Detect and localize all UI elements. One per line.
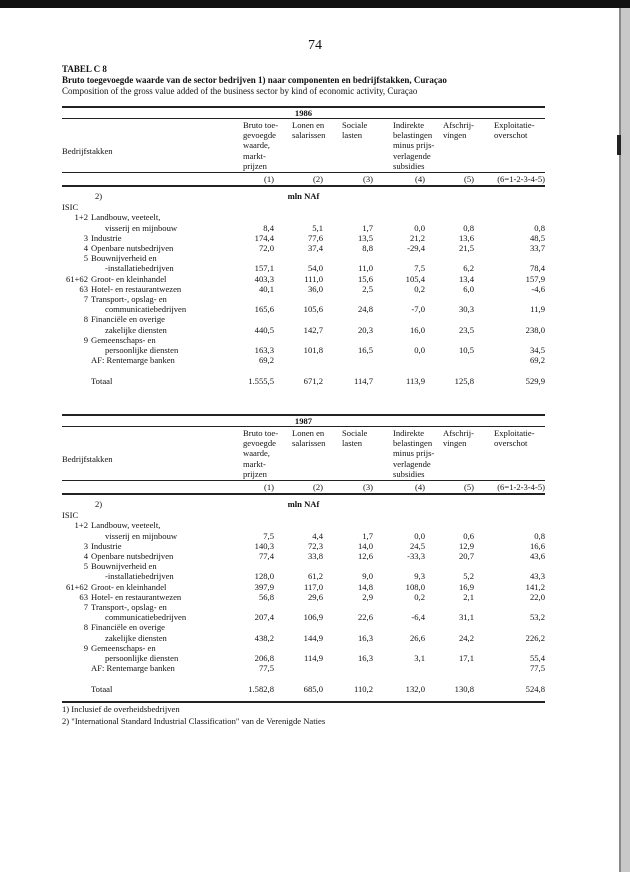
row-label: zakelijke diensten (105, 632, 167, 643)
table-cell: 5,2 (463, 571, 474, 582)
table-cell: -6,4 (411, 612, 425, 623)
total-cell: 132,0 (405, 683, 425, 694)
table-cell: 238,0 (525, 324, 545, 335)
year-heading: 1987 (294, 416, 313, 426)
total-cell: 671,2 (303, 375, 323, 386)
column-header: Indirekte (393, 428, 425, 438)
table-cell: 16,3 (357, 653, 373, 663)
table-cell: 48,5 (529, 232, 545, 243)
table-cell: 69,2 (529, 355, 545, 366)
total-label: Totaal (91, 375, 113, 386)
table-cell: 0,6 (463, 530, 474, 541)
table-cell: 61,2 (307, 571, 323, 582)
isic-footnote-ref: 2) (95, 499, 103, 509)
total-cell: 114,7 (353, 375, 373, 386)
table-cell: 10,5 (458, 345, 474, 355)
table-cell: 43,3 (529, 571, 545, 582)
isic-label: ISIC (62, 510, 79, 521)
table-cell: 13,6 (458, 232, 474, 243)
footnote-1: 1) Inclusief de overheidsbedrijven (62, 704, 180, 714)
total-cell: 110,2 (353, 683, 373, 694)
row-label: Transport-, opslag- en (91, 602, 167, 612)
column-header: salarissen (292, 130, 326, 141)
page-number: 74 (308, 38, 322, 53)
isic-code: 1+2 (74, 212, 88, 223)
table-1986 (62, 106, 545, 396)
table-cell: 6,0 (463, 283, 474, 294)
column-header: Lonen en (292, 428, 325, 438)
row-label: Hotel- en restaurantwezen (91, 591, 182, 602)
table-cell: 141,2 (525, 581, 545, 592)
table-cell: 0,2 (414, 283, 425, 294)
table-cell: 3,1 (414, 653, 425, 663)
column-header: prijzen (243, 160, 267, 171)
table-cell: 14,0 (357, 540, 373, 551)
column-number: (5) (463, 482, 474, 492)
column-header: prijzen (243, 468, 267, 479)
isic-code: 4 (83, 551, 88, 561)
row-label: Hotel- en restaurantwezen (91, 283, 182, 294)
row-label: Openbare nutsbedrijven (91, 243, 174, 253)
table-cell: 157,1 (254, 263, 274, 274)
table-cell: -29,4 (407, 243, 425, 253)
table-cell: 0,2 (414, 591, 425, 602)
isic-code: 61+62 (65, 273, 88, 284)
total-cell: 1.582,8 (248, 683, 274, 694)
table-cell: 2,9 (362, 591, 373, 602)
column-header: gevoegde (243, 438, 276, 449)
table-rule (62, 118, 545, 119)
table-cell: 16,5 (357, 345, 373, 355)
row-label: visserij en mijnbouw (105, 222, 178, 233)
table-cell: 6,2 (463, 263, 474, 274)
column-header: Sociale (342, 428, 368, 438)
column-number: (3) (362, 482, 373, 492)
row-label: Financiële en overige (91, 622, 165, 633)
table-cell: -33,3 (407, 551, 425, 561)
total-cell: 685,0 (303, 683, 323, 694)
total-cell: 125,8 (454, 375, 474, 386)
row-label: -installatiebedrijven (105, 263, 174, 274)
column-header: Indirekte (393, 120, 425, 130)
table-cell: 105,6 (303, 304, 323, 315)
column-header: minus prijs- (393, 140, 435, 151)
row-label: Bouwnijverheid en (91, 253, 157, 264)
column-header: Afschrij- (443, 120, 475, 130)
year-heading: 1986 (294, 108, 313, 118)
row-label: Groot- en kleinhandel (91, 273, 167, 284)
isic-code: 7 (83, 294, 88, 304)
table-cell: 403,3 (254, 273, 274, 284)
table-cell: 0,8 (534, 222, 545, 233)
table-cell: 13,4 (458, 273, 474, 284)
column-header: subsidies (393, 160, 425, 171)
column-header: vingen (443, 130, 467, 141)
table-cell: 11,0 (358, 263, 373, 274)
row-label: Bouwnijverheid en (91, 561, 157, 572)
table-title-en: Composition of the gross value added of the business sector by kind of economic activity, Curaçao (62, 86, 418, 96)
row-label: Landbouw, veeteelt, (91, 520, 161, 531)
table-cell: 29,6 (307, 591, 323, 602)
column-number: (6=1-2-3-4-5) (497, 482, 545, 492)
table-cell: 33,7 (529, 243, 545, 253)
column-header: verlagende (393, 150, 431, 161)
table-cell: 105,4 (405, 273, 425, 284)
row-label: persoonlijke diensten (105, 345, 179, 355)
table-cell: 438,2 (254, 632, 274, 643)
column-header: Afschrij- (443, 428, 475, 438)
row-label: Gemeenschaps- en (91, 642, 156, 653)
row-label: AF: Rentemarge banken (91, 663, 175, 674)
table-cell: 53,2 (529, 612, 545, 623)
table-id: TABEL C 8 (62, 64, 107, 74)
column-header: Sociale (342, 120, 368, 130)
column-header: waarde, (243, 448, 270, 459)
column-number: (5) (463, 174, 474, 184)
row-label: zakelijke diensten (105, 324, 167, 335)
table-cell: 14,8 (357, 581, 373, 592)
column-header: belastingen (393, 438, 433, 449)
table-cell: 117,0 (303, 581, 323, 592)
table-cell: 72,0 (258, 243, 274, 253)
column-number: (6=1-2-3-4-5) (497, 174, 545, 184)
total-cell: 113,9 (405, 375, 425, 386)
table-cell: 2,5 (362, 283, 373, 294)
table-cell: 206,8 (254, 653, 274, 663)
table-cell: 2,1 (463, 591, 474, 602)
table-cell: 15,6 (357, 273, 373, 284)
table-cell: 174,4 (254, 232, 274, 243)
row-label: -installatiebedrijven (105, 571, 174, 582)
table-cell: 72,3 (307, 540, 323, 551)
table-cell: 16,9 (458, 581, 474, 592)
column-number: (1) (263, 482, 274, 492)
isic-code: 9 (83, 642, 88, 653)
isic-code: 5 (83, 253, 88, 264)
column-header: vingen (443, 438, 467, 449)
table-cell: 37,4 (307, 243, 323, 253)
scan-top-border (0, 0, 630, 8)
isic-code: 63 (79, 591, 88, 602)
table-cell: 226,2 (525, 632, 545, 643)
column-header: Bruto toe- (243, 120, 279, 130)
table-cell: 40,1 (258, 283, 274, 294)
table-cell: 207,4 (254, 612, 274, 623)
table-cell: 31,1 (458, 612, 474, 623)
table-cell: 77,6 (307, 232, 323, 243)
column-number: (2) (312, 174, 323, 184)
total-cell: 529,9 (525, 375, 545, 386)
table-cell: 108,0 (405, 581, 425, 592)
total-label: Totaal (91, 683, 113, 694)
isic-code: 4 (83, 243, 88, 253)
column-header: markt- (243, 458, 266, 469)
table-cell: 1,7 (362, 530, 373, 541)
table-cell: 69,2 (258, 355, 274, 366)
total-cell: 1.555,5 (248, 375, 274, 386)
table-cell: 20,7 (458, 551, 474, 561)
table-cell: 33,8 (307, 551, 323, 561)
row-label: Transport-, opslag- en (91, 294, 167, 304)
table-cell: 12,6 (357, 551, 373, 561)
page-tab-marker (617, 135, 621, 155)
table-cell: 21,5 (458, 243, 474, 253)
table-cell: 36,0 (307, 283, 323, 294)
column-number: (3) (362, 174, 373, 184)
table-cell: 22,0 (529, 591, 545, 602)
table-cell: 101,8 (303, 345, 323, 355)
isic-code: 7 (83, 602, 88, 612)
column-header: overschot (494, 130, 528, 141)
table-cell: 12,9 (458, 540, 474, 551)
table-title-nl: Bruto toegevoegde waarde van de sector bedrijven 1) naar componenten en bedrijfstakken, Curaçao (62, 75, 447, 85)
row-label: persoonlijke diensten (105, 653, 179, 663)
column-header: markt- (243, 150, 266, 161)
table-cell: 16,0 (409, 324, 425, 335)
isic-code: 61+62 (65, 581, 88, 592)
table-cell: 30,3 (458, 304, 474, 315)
table-cell: 157,9 (525, 273, 545, 284)
table-cell: 5,1 (312, 222, 323, 233)
isic-code: 8 (83, 314, 88, 325)
isic-footnote-ref: 2) (95, 191, 103, 201)
table-cell: 23,5 (458, 324, 474, 335)
column-header: salarissen (292, 438, 326, 449)
row-label: visserij en mijnbouw (105, 530, 178, 541)
column-header: lasten (342, 438, 363, 449)
isic-label: ISIC (62, 202, 79, 213)
table-rule (62, 701, 545, 703)
table-rule (62, 172, 545, 173)
table-cell: 24,2 (458, 632, 474, 643)
column-header: subsidies (393, 468, 425, 479)
table-1987 (62, 414, 545, 714)
table-cell: 0,8 (463, 222, 474, 233)
row-label: Groot- en kleinhandel (91, 581, 167, 592)
table-cell: -7,0 (411, 304, 425, 315)
table-cell: 13,5 (357, 232, 373, 243)
row-label: Gemeenschaps- en (91, 334, 156, 345)
column-number: (4) (414, 174, 425, 184)
table-cell: 20,3 (357, 324, 373, 335)
table-cell: 8,4 (263, 222, 274, 233)
isic-code: 5 (83, 561, 88, 572)
table-cell: 0,0 (414, 345, 425, 355)
table-cell: 128,0 (254, 571, 274, 582)
table-cell: 77,5 (529, 663, 545, 674)
table-rule (62, 480, 545, 481)
row-label: Openbare nutsbedrijven (91, 551, 174, 561)
row-label: Industrie (91, 540, 122, 551)
unit-label: mln NAf (287, 191, 320, 201)
table-cell: 7,5 (263, 530, 274, 541)
table-cell: 16,6 (529, 540, 545, 551)
unit-label: mln NAf (287, 499, 320, 509)
table-cell: -4,6 (531, 283, 545, 294)
column-header: overschot (494, 438, 528, 449)
table-cell: 7,5 (414, 263, 425, 274)
table-cell: 165,6 (254, 304, 274, 315)
column-number: (2) (312, 482, 323, 492)
column-header: Lonen en (292, 120, 325, 130)
isic-code: 3 (83, 232, 88, 243)
row-label: AF: Rentemarge banken (91, 355, 175, 366)
table-cell: 142,7 (303, 324, 323, 335)
total-cell: 130,8 (454, 683, 474, 694)
isic-code: 1+2 (74, 520, 88, 531)
table-cell: 0,0 (414, 530, 425, 541)
isic-code: 63 (79, 283, 88, 294)
row-label: Financiële en overige (91, 314, 165, 325)
column-header: Exploitatie- (494, 428, 535, 438)
table-cell: 106,9 (303, 612, 323, 623)
table-cell: 9,0 (362, 571, 373, 582)
table-cell: 0,8 (534, 530, 545, 541)
total-cell: 524,8 (525, 683, 545, 694)
row-label: communicatiebedrijven (105, 612, 187, 623)
row-label: Landbouw, veeteelt, (91, 212, 161, 223)
table-cell: 9,3 (414, 571, 425, 582)
column-header: Exploitatie- (494, 120, 535, 130)
column-header: minus prijs- (393, 448, 435, 459)
table-cell: 78,4 (529, 263, 545, 274)
table-cell: 43,6 (529, 551, 545, 561)
table-cell: 56,8 (258, 591, 274, 602)
table-cell: 144,9 (303, 632, 323, 643)
table-cell: 163,3 (254, 345, 274, 355)
table-rule (62, 185, 545, 187)
table-cell: 397,9 (254, 581, 274, 592)
table-cell: 111,0 (304, 273, 323, 284)
isic-code: 9 (83, 334, 88, 345)
table-cell: 22,6 (357, 612, 373, 623)
column-header: waarde, (243, 140, 270, 151)
row-label: Industrie (91, 232, 122, 243)
column-header: verlagende (393, 458, 431, 469)
column-header: gevoegde (243, 130, 276, 141)
table-cell: 11,9 (530, 304, 545, 315)
table-rule (62, 426, 545, 427)
table-cell: 24,5 (409, 540, 425, 551)
table-cell: 77,5 (258, 663, 274, 674)
table-cell: 8,8 (362, 243, 373, 253)
footnote-2: 2) "International Standard Industrial Classification" van de Verenigde Naties (62, 716, 326, 726)
isic-code: 8 (83, 622, 88, 633)
table-cell: 21,2 (409, 232, 425, 243)
column-number: (1) (263, 174, 274, 184)
isic-code: 3 (83, 540, 88, 551)
row-header-label: Bedrijfstakken (62, 453, 113, 464)
table-cell: 54,0 (307, 263, 323, 274)
row-label: communicatiebedrijven (105, 304, 187, 315)
column-header: belastingen (393, 130, 433, 141)
table-cell: 17,1 (458, 653, 474, 663)
column-header: Bruto toe- (243, 428, 279, 438)
table-cell: 77,4 (258, 551, 274, 561)
table-cell: 140,3 (254, 540, 274, 551)
table-cell: 114,9 (303, 653, 323, 663)
column-number: (4) (414, 482, 425, 492)
table-cell: 4,4 (312, 530, 323, 541)
table-cell: 34,5 (529, 345, 545, 355)
table-cell: 24,8 (357, 304, 373, 315)
table-cell: 440,5 (254, 324, 274, 335)
table-cell: 0,0 (414, 222, 425, 233)
table-cell: 55,4 (529, 653, 545, 663)
table-cell: 16,3 (357, 632, 373, 643)
row-header-label: Bedrijfstakken (62, 145, 113, 156)
table-cell: 26,6 (409, 632, 425, 643)
table-cell: 1,7 (362, 222, 373, 233)
column-header: lasten (342, 130, 363, 141)
table-rule (62, 493, 545, 495)
